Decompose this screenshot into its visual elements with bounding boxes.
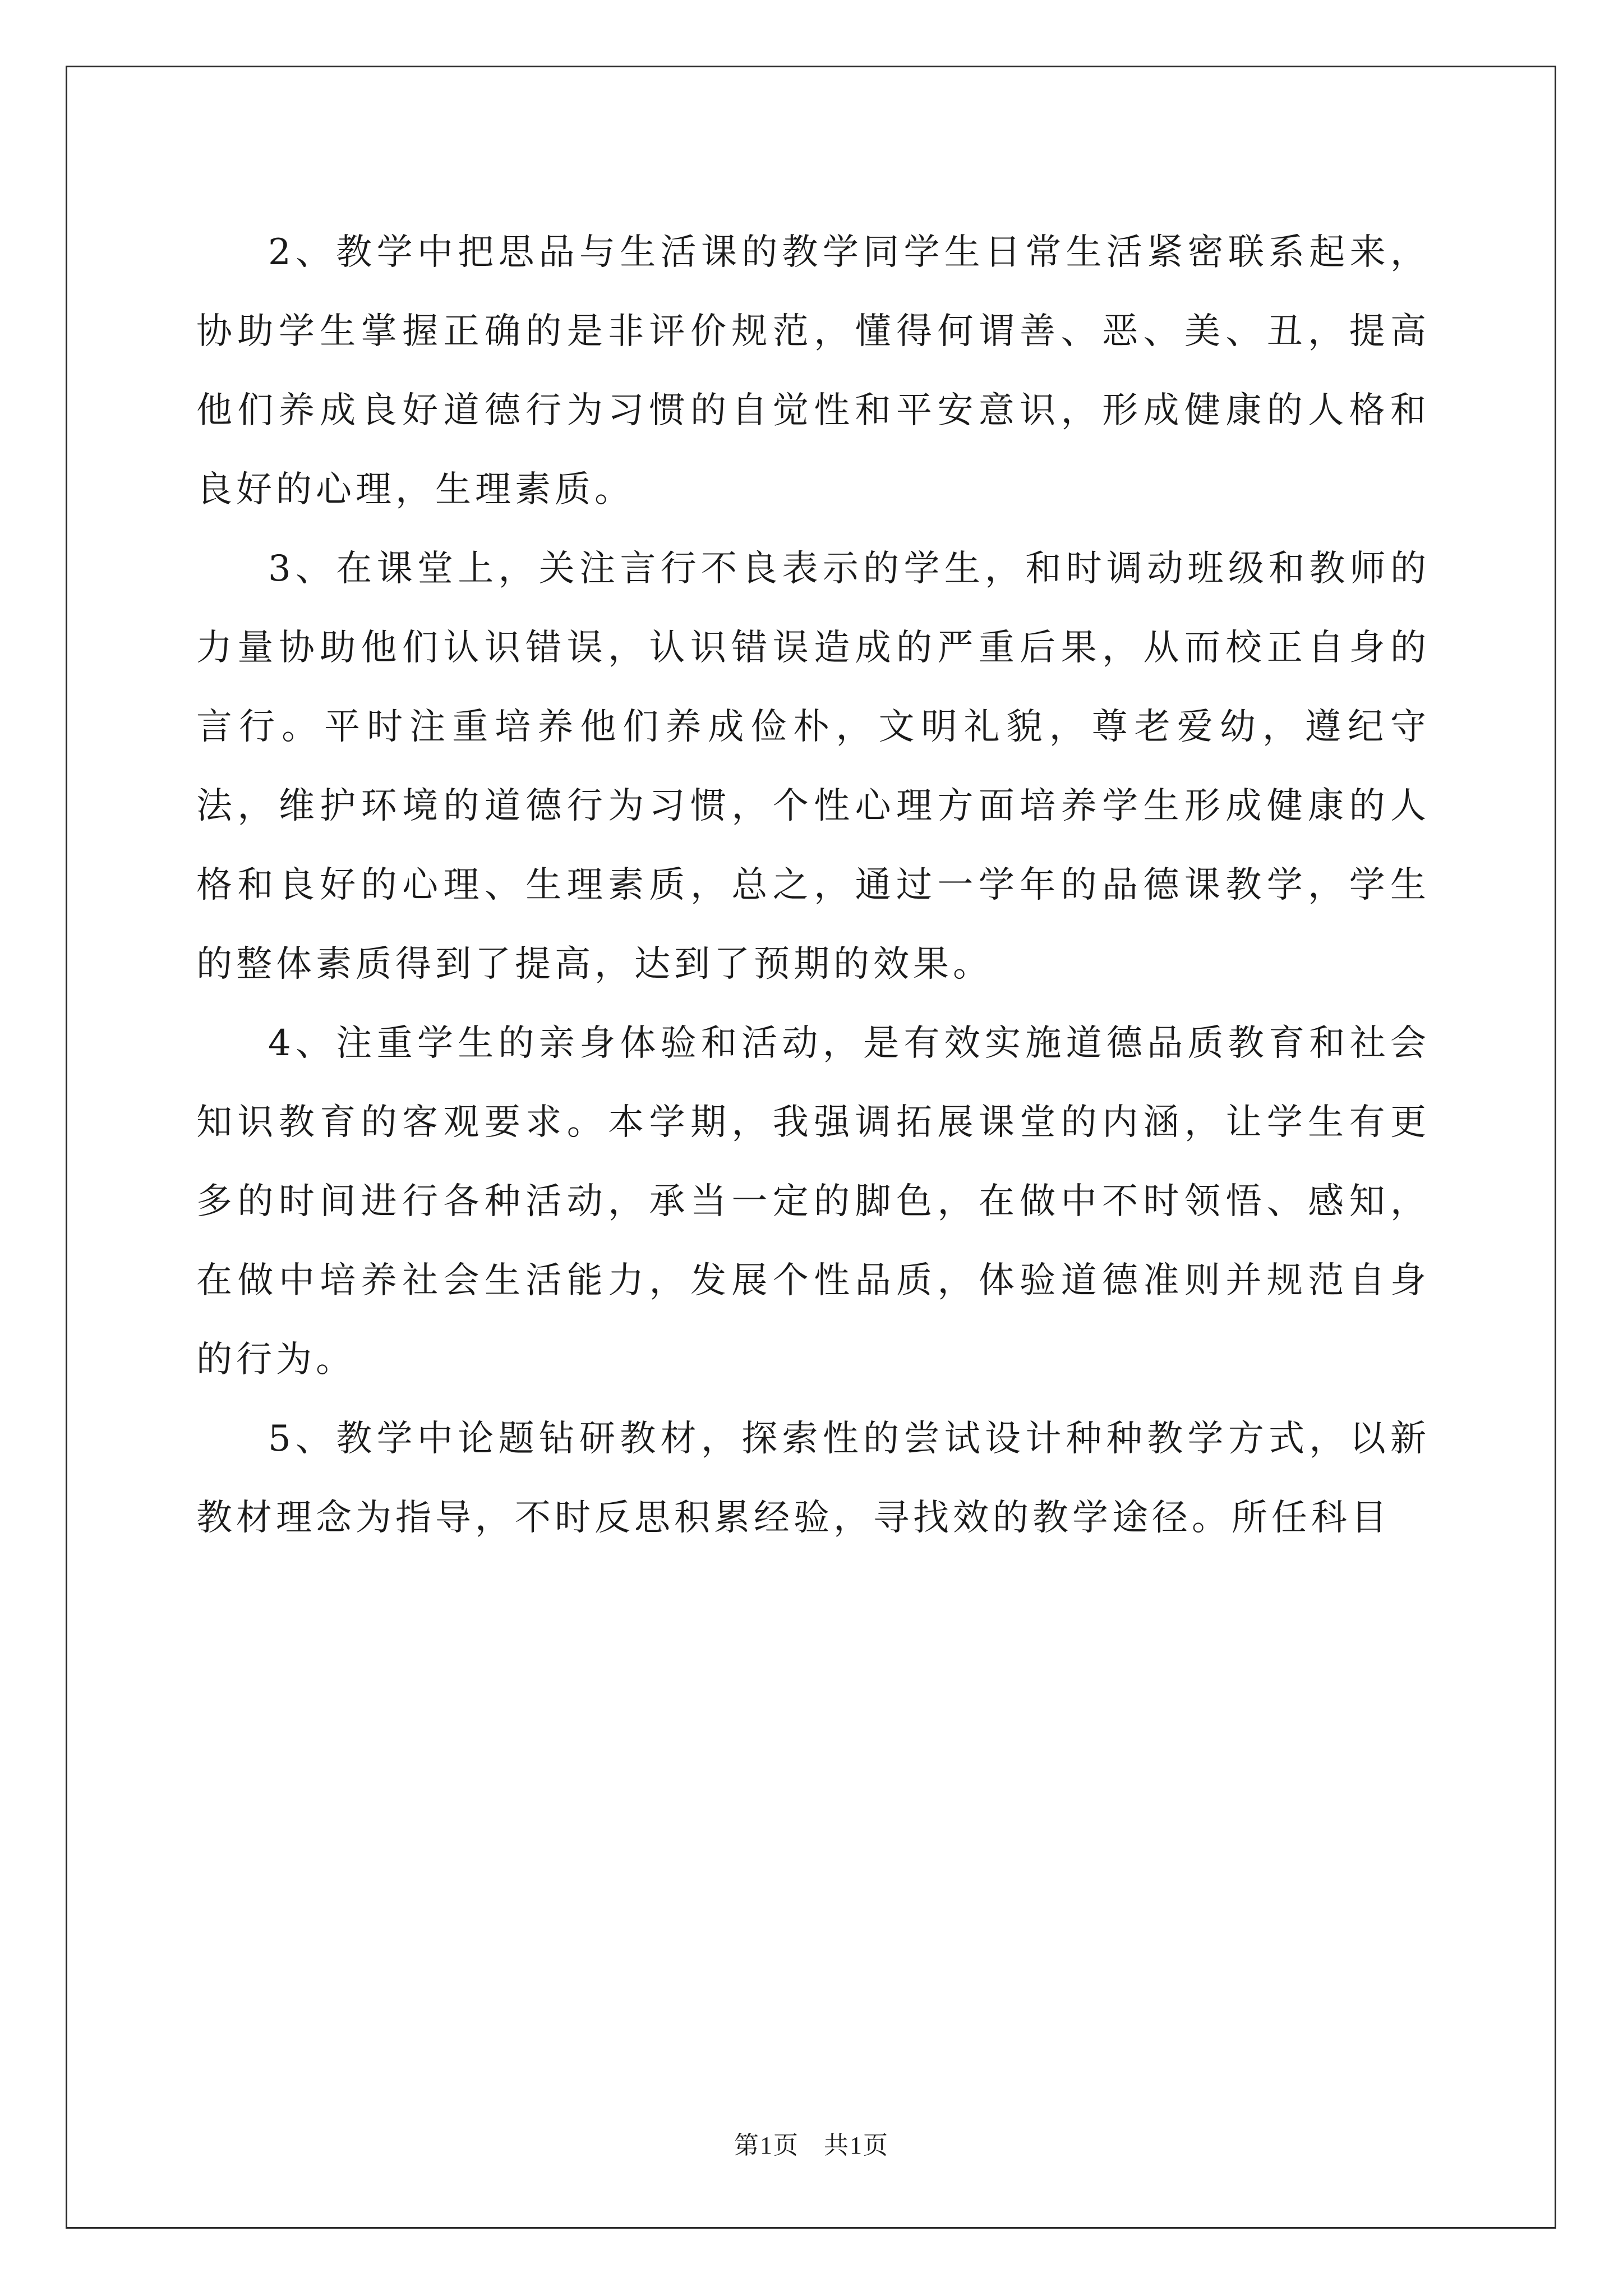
- page-number: 第1页: [734, 2132, 799, 2159]
- page-total: 共1页: [824, 2132, 889, 2159]
- paragraph-5: 5、教学中论题钻研教材，探索性的尝试设计种种教学方式，以新教材理念为指导，不时反思积累经验，寻找效的教学途径。所任科目: [196, 1418, 1430, 1539]
- document-body: [196, 213, 1430, 1558]
- paragraph-3: 3、在课堂上，关注言行不良表示的学生，和时调动班级和教师的力量协助他们认识错误，认识错误造成的严重后果，从而校正自身的言行。平时注重培养他们养成俭朴，文明礼貌，尊老爱幼，遵纪守法，维护环境的道德行为习惯，个性心理方面培养学生形成健康的人格和良好的心理、生理素质，总之，通过一学年的品德课教学，学生的整体素质得到了提高，达到了预期的效果。: [196, 548, 1430, 985]
- paragraph-2: 2、教学中把思品与生活课的教学同学生日常生活紧密联系起来，协助学生掌握正确的是非评价规范，懂得何谓善、恶、美、丑，提高他们养成良好道德行为习惯的自觉性和平安意识，形成健康的人格和良好的心理，生理素质。: [196, 232, 1430, 510]
- paragraph-4: 4、注重学生的亲身体验和活动，是有效实施道德品质教育和社会知识教育的客观要求。本学期，我强调拓展课堂的内涵，让学生有更多的时间进行各种活动，承当一定的脚色，在做中不时领悟、感知，在做中培养社会生活能力，发展个性品质，体验道德准则并规范自身的行为。: [196, 1023, 1430, 1381]
- page-footer: [0, 2125, 1623, 2161]
